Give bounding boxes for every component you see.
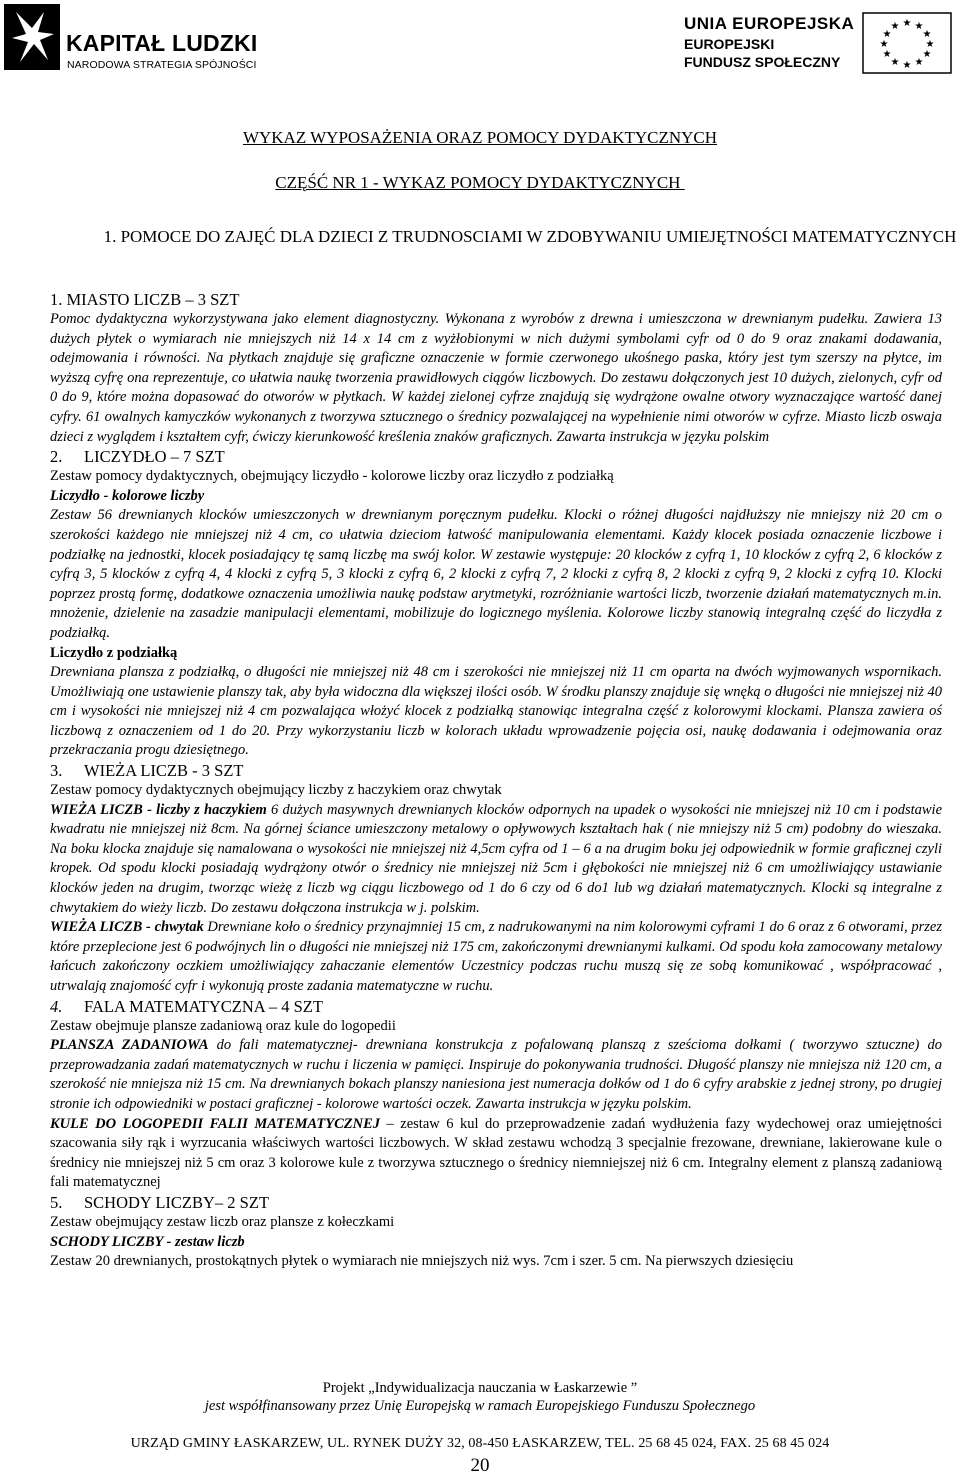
item-2-sub2-text: Drewniana plansza z podziałką, o długości nie mniejszej niż 48 cm i szerokości nie mniejszej niż 11 cm oparta na dwóch wyjmowanych wspornikach. Umożliwiają one ustawienie planszy tak, aby była widoczna dla większej ilości osób. W środku planszy znajduje się wnęką o długości nie mniejszej niż 40 cm i wysokości nie mniejszej niż 4 cm pozwalająca włożyć klocek z podziałką stanowiąc integralna część z kolorowymi klockami. Plansza zawiera oś liczbową z oznaczeniem od 1 do 20. Przy wykorzystaniu liczb w kolorach układu wprowadzenie pojęcia osi, naukę dodawania i odejmowania oraz przekraczania progu dziesiętnego. <box>50 664 942 759</box>
item-4-sub2 <box>50 1115 942 1193</box>
svg-text:★: ★ <box>914 21 924 32</box>
item-1-heading: 1. MIASTO LICZB – 3 SZT <box>50 290 240 309</box>
item-4-sub2-text: – zestaw 6 kul do przeprowadzenie zadań wydłużenia fazy wydechowej oraz umiejętności szacowania siły rąk i wyrzucania właściwych wartości liczbowych. W skład zestawu wchodzą 3 specjalnie frezowane, drewniane, lakierowane kule o średnicy nie mniejszej niż 5 cm oraz 3 kolorowe kule z tworzywa sztucznego o średnicy niemniejszej niż 6 cm. Integralny element z planszą zadaniową fali matematycznej <box>50 1115 942 1191</box>
page-header <box>0 0 960 90</box>
svg-text:★: ★ <box>879 39 889 50</box>
item-3-sub1-title: WIEŻA LICZB - liczby z haczykiem <box>50 801 267 818</box>
svg-text:★: ★ <box>902 18 912 29</box>
svg-text:★: ★ <box>890 57 900 68</box>
item-2-intro: Zestaw pomocy dydaktycznych, obejmujący liczydło - kolorowe liczby oraz liczydło z podziałką <box>50 468 614 485</box>
item-5-heading <box>50 1193 942 1213</box>
kapital-ludzki-title: KAPITAŁ LUDZKI <box>66 30 258 56</box>
item-4-number: 4. <box>50 996 63 1016</box>
item-2-sub1-text: Zestaw 56 drewnianych klocków umieszczonych w drewnianym poręcznym pudełku. Klocki o różnej długości najdłuższy nie mniejszy niż 20 cm o szerokości każdego nie mniejszej niż 4 cm, co ułatwia dzieciom łatwość manipulowania elementami. Każdy klocek posiada oznaczenie liczbowe i podziałkę na jednostki, klocek posiadający tę samą liczbę ma swój kolor. W zestawie występuje: 20 klocków z cyfrą 1, 10 klocków z cyfrą 2, 6 klocków z cyfrą 3, 5 klocków z cyfrą 4, 4 klocki z cyfrą 5, 3 klocki z cyfrą 6, 2 klocki z cyfrą 7, 2 klocki z cyfrą 8, 2 klocki z cyfrą 9, 2 klocki z cyfrą 10. Klocki poprzez prostą formę, dodatkowe oznaczenia umożliwia naukę podstaw arytmetyki, rozróżnianie wartości liczb, tworzenie działań matematycznych m.in. mnożenie, dzielenie na zasadzie manipulacji elementami, mobilizuje do logicznego myślenia. Kolorowe liczby stanowią integralną część do liczydła z podziałką. <box>50 507 942 641</box>
item-2-sub1-title: Liczydło - kolorowe liczby <box>50 487 205 504</box>
item-2-heading <box>50 447 942 467</box>
item-3-number: 3. <box>50 761 63 781</box>
item-4-sub1-title: PLANSZA ZADANIOWA <box>50 1037 209 1054</box>
eu-logo <box>676 12 956 72</box>
svg-text:★: ★ <box>925 39 935 50</box>
item-4-intro: Zestaw obejmuje plansze zadaniową oraz kule do logopedii <box>50 1017 396 1034</box>
item-5-sub1-title: SCHODY LICZBY - zestaw liczb <box>50 1233 245 1250</box>
item-3-intro: Zestaw pomocy dydaktycznych obejmujący liczby z haczykiem oraz chwytak <box>50 782 502 799</box>
item-3-sub1-text: 6 dużych masywnych drewnianych klocków odpornych na upadek o wysokości nie mniejszej niż 10 cm i podstawie kwadratu nie mniejszej niż 8cm. Na górnej ściance umieszczony metalowy o opływowych kształtach hak ( nie mniejszy niż 5 cm) podobny do wieszaka. Na boku klocka znajduje się namalowana o wysokości nie mniejszej niż 4,5cm cyfra od 1 – 6 a na drugim boku jej odpowiednik w formie graficznej czyli kropek. Od spodu klocki posiadają wydrążony otwór o średnicy nie mniejszej niż 5cm i głębokości nie mniejszej niż 6 cm umożliwiający ustawianie klocków jeden na drugim, tworząc wieżę z liczb wg ciągu liczbowego od 1 do 6 czy od 6 do1 lub wg działań matematycznych. Klocki są integralne z chwytakiem do wieży liczb. Do zestawu dołączona instrukcja w j. polskim. <box>50 801 943 916</box>
item-3-heading <box>50 761 942 781</box>
footer-project: Projekt „Indywidualizacja nauczania w Łaskarzewie ” <box>322 1380 638 1396</box>
document-body <box>50 290 942 1272</box>
svg-text:★: ★ <box>890 21 900 32</box>
item-5-sub1-text: Zestaw 20 drewnianych, prostokątnych płytek o wymiarach nie mniejszych niż wys. 7cm i szer. 5 cm. Na pierwszych dziesięciu <box>50 1253 794 1270</box>
item-5-intro: Zestaw obejmujący zestaw liczb oraz plansze z kołeczkami <box>50 1213 395 1230</box>
item-1-description: Pomoc dydaktyczna wykorzystywana jako element diagnostyczny. Wykonana z wyrobów z drewna i umieszczona w drewnianym pudełku. Zawiera 13 dużych płytek o wymiarach nie mniejszych niż 14 x 14 cm z wyżłobionymi w nich dużymi symbolami cyfr od 0 do 9 oraz znakami dodawania, odejmowania i równości. Na płytkach znajduje się graficzne oznaczenie w formie czerwonego ukośnego paska, który jest tym szerszy na płytce, im wyższą cyfrę ona reprezentuje, co ułatwia naukę tworzenia prawidłowych ciągów liczbowych. Do zestawu dołączonych jest 10 dużych, zielonych, cyfr od 0 do 9, które można dopasować do otworów w płytkach. W każdej zielonej cyfrze znajdują się wydrążone owalne otwory wyznaczające wartość danej cyfry. 61 owalnych kamyczków wykonanych z tworzywa sztucznego o średnicy pozwalającej na wypełnienie nimi otworów w cyfrze. Miasto liczb oswaja dzieci z wyglądem i kształtem cyfr, ćwiczy kierunkowość kreślenia znaków graficznych. Zawarta instrukcja w języku polskim <box>50 311 942 445</box>
item-2-title: LICZYDŁO – 7 SZT <box>84 447 225 467</box>
eu-flag-icon <box>862 12 952 74</box>
footer-cofinanced: jest współfinansowany przez Unię Europejską w ramach Europejskiego Funduszu Społecznego <box>204 1398 756 1414</box>
svg-text:★: ★ <box>882 29 892 40</box>
eu-subtitle-2: FUNDUSZ SPOŁECZNY <box>684 54 841 70</box>
footer-address: URZĄD GMINY ŁASKARZEW, UL. RYNEK DUŻY 32, 08-450 ŁASKARZEW, TEL. 25 68 45 024, FAX. 25 68 45 024 <box>130 1436 830 1451</box>
item-3-sub1 <box>50 801 942 919</box>
item-4-sub1-text: do fali matematycznej- drewniana konstrukcja z pofalowaną planszą z sześcioma dołkami ( tworzywo sztuczne) do przeprowadzania zadań matematycznych w ruchu i liczenia w pamięci. Inspiruje do pokonywania trudności. Długość planszy nie mniejsza niż 120 cm, a szerokość nie mniejsza niż 15 cm. Na drewnianych bokach planszy naniesiona jest numeracja dołków od 1 do 6 cyfry arabskie z jednej strony, po drugiej stronie ich odpowiedniki w postaci graficznej - kolorowe wartości oczek. Zawarta instrukcja w języku polskim. <box>50 1037 942 1112</box>
document-title: WYKAZ WYPOSAŻENIA ORAZ POMOCY DYDAKTYCZNYCH <box>242 128 718 147</box>
kapital-ludzki-logo <box>4 4 294 74</box>
kapital-ludzki-emblem-icon <box>4 4 60 70</box>
item-3-sub2 <box>50 918 942 996</box>
item-1-text <box>50 310 942 447</box>
svg-text:★: ★ <box>922 49 932 60</box>
item-3-title: WIEŻA LICZB - 3 SZT <box>84 761 244 781</box>
eu-title: UNIA EUROPEJSKA <box>684 14 855 33</box>
item-5-number: 5. <box>50 1192 63 1212</box>
svg-text:★: ★ <box>914 57 924 68</box>
page-number: 20 <box>470 1455 490 1476</box>
item-4-sub2-title: KULE DO LOGOPEDII FALII MATEMATYCZNEJ <box>50 1115 381 1132</box>
item-2-sub2-title: Liczydło z podziałką <box>50 644 178 661</box>
svg-text:★: ★ <box>922 29 932 40</box>
item-2-number: 2. <box>50 447 63 467</box>
svg-text:★: ★ <box>902 60 912 71</box>
item-5-title: SCHODY LICZBY– 2 SZT <box>84 1192 270 1212</box>
item-3-sub2-title: WIEŻA LICZB - chwytak <box>50 919 204 936</box>
item-4-heading <box>50 997 942 1017</box>
item-4-sub1 <box>50 1036 942 1114</box>
eu-subtitle-1: EUROPEJSKI <box>684 36 775 52</box>
kapital-ludzki-subtitle: NARODOWA STRATEGIA SPÓJNOŚCI <box>67 59 257 71</box>
item-3-sub2-text: Drewniane koło o średnicy przynajmniej 15 cm, z nadrukowanymi na nim kolorowymi cyframi 1 do 6 oraz z 6 otworami, przez które przeplecione jest 6 podwójnych lin o długości nie mniejszej niż 175 cm, zakończonymi drewnianymi kulkami. Od spodu koła zamocowany metalowy łańcuch zakończony oczkiem umożliwiający zahaczanie elementów Uczestnicy podczas ruchu muszą się ze sobą komunikować , współpracować , utrwalają znajomość cyfr i wykonują proste zadania matematyczne w ruchu. <box>50 919 942 994</box>
section-title: 1. POMOCE DO ZAJĘĆ DLA DZIECI Z TRUDNOSCIAMI W ZDOBYWANIU UMIEJĘTNOŚCI MATEMATYCZNYCH <box>103 227 957 246</box>
svg-text:★: ★ <box>882 49 892 60</box>
item-4-title: FALA MATEMATYCZNA – 4 SZT <box>84 996 323 1016</box>
part-title: CZĘŚĆ NR 1 - WYKAZ POMOCY DYDAKTYCZNYCH <box>275 173 685 192</box>
